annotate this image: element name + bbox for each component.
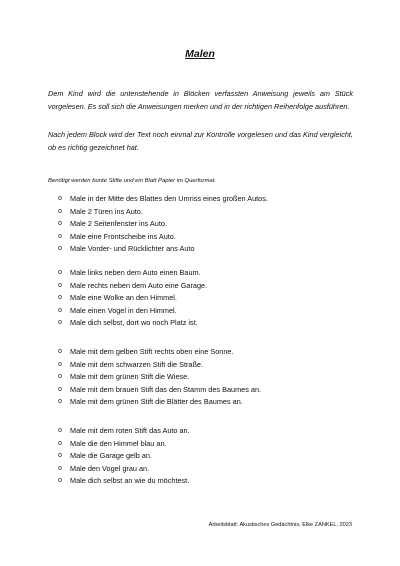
list-item [58, 438, 190, 451]
bullet-icon: o [58, 319, 62, 326]
bullet-icon: o [58, 385, 62, 393]
instruction-text: Male eine Wolke an den Himmel. [70, 293, 177, 302]
list-item [58, 231, 268, 244]
instruction-text: Male die Garage gelb an. [70, 451, 152, 460]
list-item [58, 305, 207, 318]
instruction-text: Male eine Frontscheibe ins Auto. [70, 231, 176, 241]
bullet-icon: o [58, 452, 62, 459]
instruction-text: Male 2 Türen ins Auto. [70, 206, 143, 216]
instruction-text: Male 2 Seitenfenster ins Auto. [70, 219, 167, 228]
list-item [58, 206, 268, 219]
list-item [58, 425, 190, 438]
footer-credit: Arbeitsblatt: Akustisches Gedächtnis, Elke ZANKEL, 2023 [208, 522, 352, 528]
list-item [58, 450, 190, 463]
list-item [58, 267, 207, 280]
bullet-icon: o [58, 281, 62, 289]
bullet-icon: o [58, 477, 62, 484]
bullet-icon: o [58, 232, 62, 240]
instruction-text: Male rechts neben dem Auto eine Garage. [70, 280, 208, 290]
instruction-text: Male Vorder- und Rücklichter ans Auto [70, 244, 195, 253]
list-item [58, 346, 261, 359]
instruction-text: Male mit dem grünen Stift die Wiese. [70, 372, 190, 381]
bullet-icon: o [58, 427, 62, 434]
list-item [58, 218, 268, 231]
list-item [58, 384, 261, 397]
list-item [58, 292, 207, 305]
bullet-icon: o [58, 306, 62, 314]
instruction-text: Male mit dem gelben Stift rechts oben eine Sonne. [70, 347, 234, 356]
instruction-text: Male mit dem grünen Stift die Blätter des Baumes an. [70, 397, 243, 406]
bullet-icon: o [58, 294, 62, 301]
intro-paragraph-1: Dem Kind wird die untenstehende in Blöcken verfassten Anweisung jeweils am Stück vorgelesen. Es soll sich die Anweisungen merken und in der richtigen Reihenfolge ausführen. [48, 89, 353, 111]
instruction-block-2 [58, 267, 207, 330]
list-item [58, 371, 261, 384]
bullet-icon: o [58, 269, 62, 276]
instruction-text: Male einen Vogel in den Himmel. [70, 305, 177, 315]
bullet-icon: o [58, 207, 62, 215]
bullet-icon: o [58, 464, 62, 472]
instruction-text: Male dich selbst an wie du möchtest. [70, 476, 190, 485]
list-item [58, 193, 268, 206]
list-item [58, 475, 190, 488]
bullet-icon: o [58, 348, 62, 355]
instruction-block-4 [58, 425, 190, 488]
instruction-block-3 [58, 346, 261, 409]
list-item [58, 317, 207, 330]
list-item [58, 243, 268, 256]
materials-note: Benötigt werden bunte Stifte und ein Blatt Papier im Querformat. [48, 178, 216, 184]
instruction-text: Male mit dem brauen Stift das den Stamm des Baumes an. [70, 384, 262, 394]
bullet-icon: o [58, 245, 62, 252]
list-item [58, 359, 261, 372]
page-title: Malen [185, 48, 215, 60]
instruction-block-1 [58, 193, 268, 256]
list-item [58, 280, 207, 293]
instruction-text: Male mit dem schwarzen Stift die Straße. [70, 359, 204, 369]
bullet-icon: o [58, 360, 62, 368]
instruction-text: Male mit dem roten Stift das Auto an. [70, 426, 190, 435]
bullet-icon: o [58, 398, 62, 405]
bullet-icon: o [58, 195, 62, 202]
bullet-icon: o [58, 439, 62, 447]
instruction-text: Male dich selbst, dort wo noch Platz ist. [70, 318, 198, 327]
list-item [58, 463, 190, 476]
instruction-text: Male den Vogel grau an. [70, 463, 150, 473]
bullet-icon: o [58, 373, 62, 380]
list-item [58, 396, 261, 409]
intro-paragraph-2: Nach jedem Block wird der Text noch einmal zur Kontrolle vorgelesen und das Kind vergleicht, ob es richtig gezeichnet hat. [48, 130, 353, 152]
instruction-text: Male in der Mitte des Blattes den Umriss eines großen Autos. [70, 194, 268, 203]
instruction-text: Male die den Himmel blau an. [70, 438, 167, 448]
instruction-text: Male links neben dem Auto einen Baum. [70, 268, 201, 277]
bullet-icon: o [58, 220, 62, 227]
